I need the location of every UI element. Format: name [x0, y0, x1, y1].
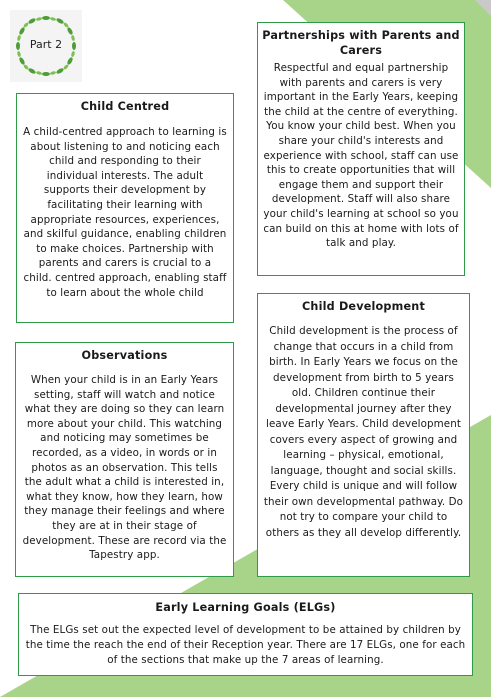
- child-centred-title: Child Centred: [80, 100, 170, 113]
- observations-box: [15, 342, 234, 577]
- elgs-body: The ELGs set out the expected level of development to be attained by children by the time the reach the end of their Reception year. There are 17 ELGs, one for each of the sections that make up the 7 areas of learning.: [25, 624, 466, 666]
- child-centred-body: A child-centred approach to learning is about listening to and noticing each child and responding to their individual interests. The adult supports their development by facilitating their learning with appropriate resources, experiences, and skilful guidance, enabling children to make choices. Partnership with parents and carers is crucial to a child. centred approach, enabling staff to learn about the whole child: [23, 126, 227, 299]
- child-centred-box: [16, 93, 234, 323]
- part-label: Part 2: [29, 38, 63, 51]
- child-development-body: Child development is the process of change that occurs in a child from birth. In Early Years we focus on the development from birth to 5 years old. Children continue their developmental journey after they leave Early Years. Child development covers every aspect of growing and learning – physical, emotional, language, thought and social skills. Every child is unique and will follow their own developmental pathway. Do not try to compare your child to others as they all develop differently.: [263, 325, 464, 539]
- part-badge: [10, 10, 82, 82]
- partnerships-body: Respectful and equal partnership with parents and carers is very important in the Early Years, keeping the child at the centre of everything. You know your child best. When you share your child's interests and experience with school, staff can use this to create opportunities that will engage them and support their development. Staff will also share your child's learning at school so you can build on this at home with lots of talk and play.: [263, 62, 459, 250]
- child-development-title: Child Development: [302, 300, 425, 313]
- elgs-box: [18, 593, 473, 676]
- observations-body: When your child is in an Early Years setting, staff will watch and notice what they are doing so they can learn more about your child. This watching and noticing may sometimes be recorded, as a video, in words or in photos as an observation. This tells the adult what a child is interested in, what they know, how they learn, how they manage their feelings and where they are at in their stage of development. These are record via the Tapestry app.: [22, 374, 227, 562]
- partnerships-box: [257, 22, 465, 276]
- elgs-title: Early Learning Goals (ELGs): [155, 601, 336, 614]
- partnerships-title: Partnerships with Parents and Carers: [262, 29, 460, 57]
- observations-title: Observations: [81, 349, 168, 362]
- child-development-box: [257, 293, 470, 577]
